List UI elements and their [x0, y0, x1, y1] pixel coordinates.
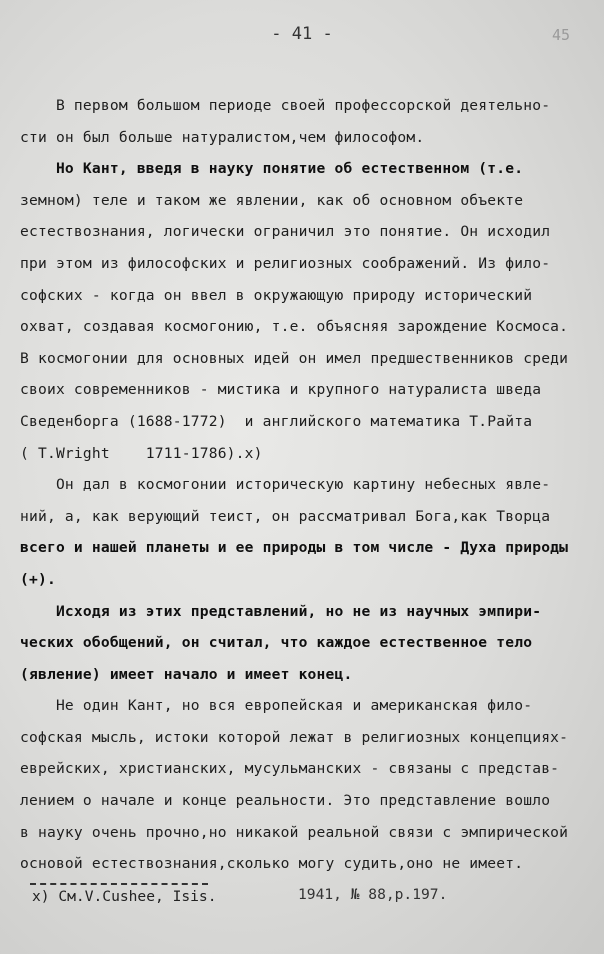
text-line: (+).	[20, 570, 56, 588]
page-number: - 41 -	[271, 24, 333, 44]
text-line: В первом большом периоде своей профессорской деятельно-	[20, 97, 551, 114]
text-line: при этом из философских и религиозных соображений. Из фило-	[20, 254, 551, 272]
footnote-divider	[30, 883, 208, 885]
footnote: x) Cм.V.Cushee, Isis.	[32, 888, 217, 905]
text-line: Исходя из этих представлений, но не из научных эмпири-	[20, 602, 542, 620]
text-line: всего и нашей планеты и ее природы в том числе - Духа природы	[20, 539, 569, 557]
text-line: основой естествознания,сколько могу судить,оно не имеет.	[20, 855, 524, 873]
text-line: в науку очень прочно,но никакой реальной связи с эмпирической	[20, 823, 569, 841]
text-line: своих современников - мистика и крупного натуралиста шведа	[20, 381, 542, 399]
text-line: земном) теле и таком же явлении, как об основном объекте	[20, 191, 524, 209]
text-line: (явление) имеет начало и имеет конец.	[20, 665, 353, 683]
text-line: Он дал в космогонии историческую картину небесных явле-	[20, 476, 551, 494]
text-line: сти он был больше натуралистом,чем философом.	[20, 128, 425, 146]
text-line: ний, а, как верующий теист, он рассматривал Бога,как Творца	[20, 507, 551, 525]
text-line: лением о начале и конце реальности. Это представление вошло	[20, 792, 551, 810]
archive-page-number: 45	[552, 26, 571, 44]
text-line: Но Кант, введя в науку понятие об естественном (т.е.	[20, 160, 524, 178]
text-line: еврейских, христианских, мусульманских - связаны с представ-	[20, 760, 560, 778]
footnote-reference: 1941, № 88,p.197.	[298, 886, 448, 903]
text-line: Не один Кант, но вся европейская и американская фило-	[20, 697, 533, 715]
text-line: ческих обобщений, он считал, что каждое естественное тело	[20, 634, 533, 652]
text-line: софских - когда он ввел в окружающую природу исторический	[20, 286, 533, 304]
body-text	[20, 90, 598, 880]
text-line: охват, создавая космогонию, т.е. объясняя зарождение Космоса.	[20, 318, 569, 336]
text-line: Сведенборга (1688-1772) и английского математика Т.Райта	[20, 412, 533, 430]
text-line: В космогонии для основных идей он имел предшественников среди	[20, 349, 569, 367]
text-line: софская мысль, истоки которой лежат в религиозных концепциях-	[20, 728, 569, 746]
text-line: естествознания, логически ограничил это понятие. Он исходил	[20, 223, 551, 241]
text-line: ( T.Wright 1711-1786).x)	[20, 444, 263, 462]
